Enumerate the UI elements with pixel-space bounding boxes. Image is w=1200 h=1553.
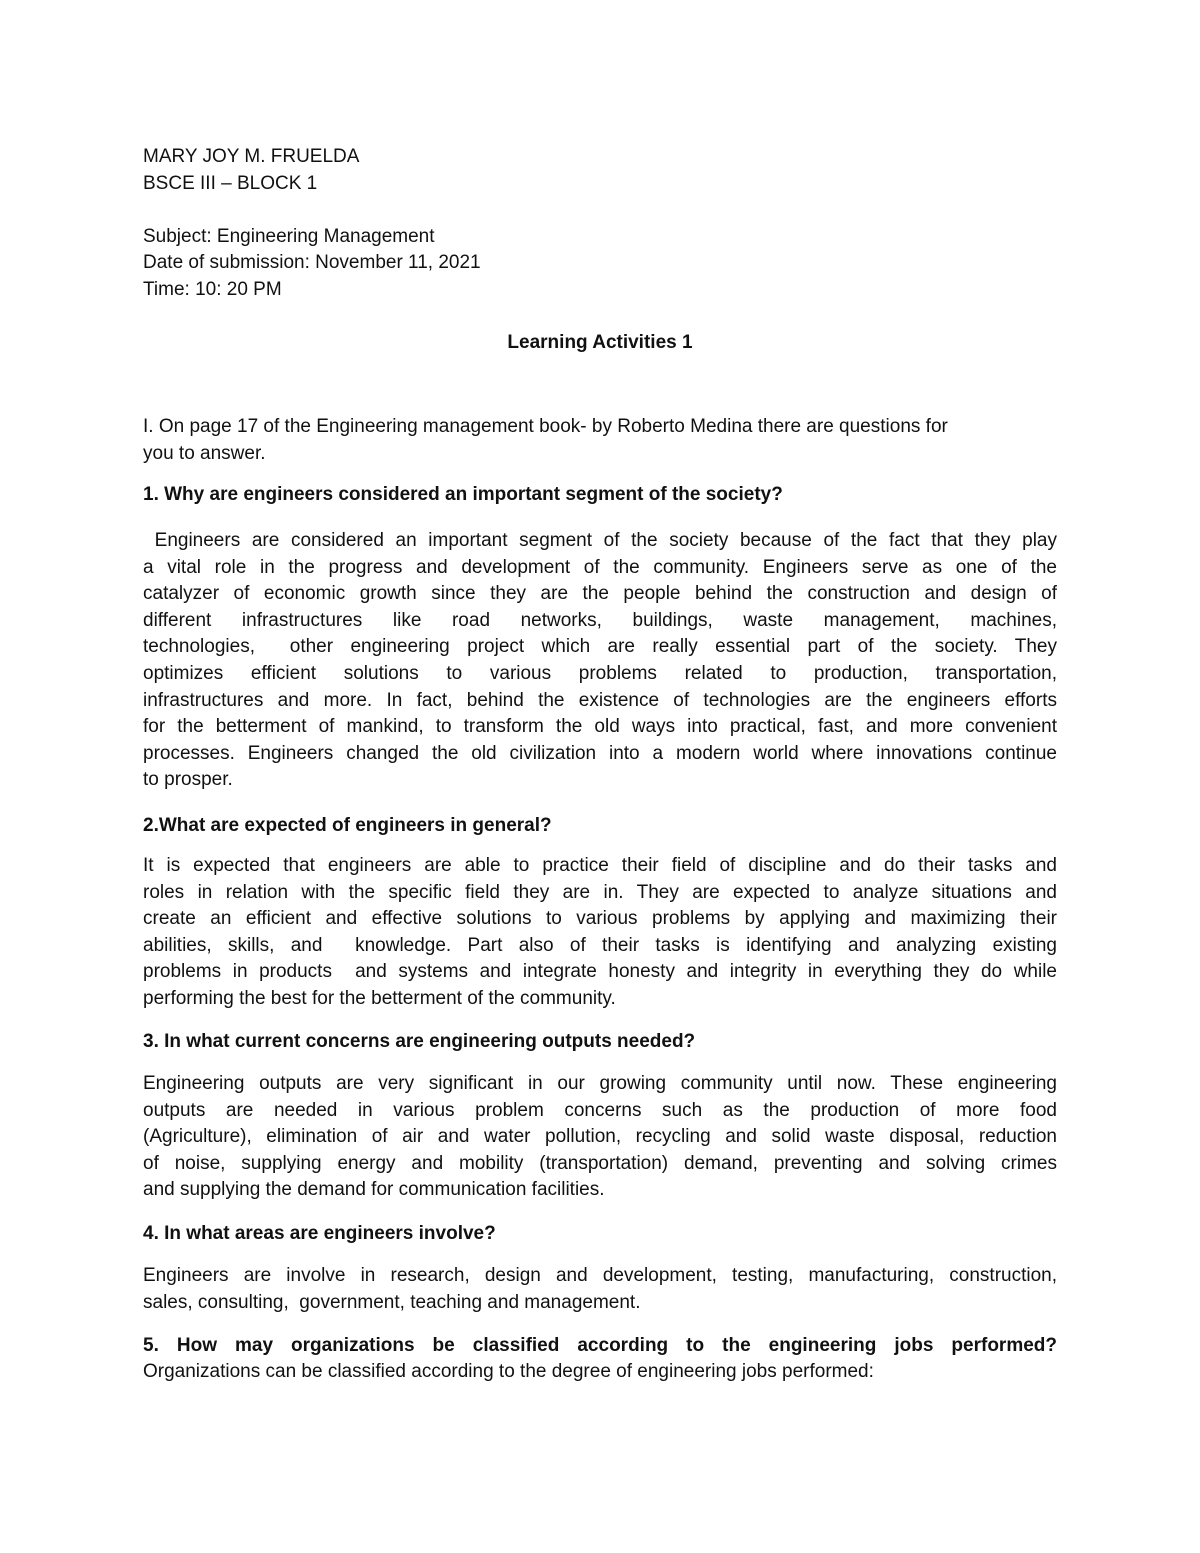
- answer-line: to prosper.: [143, 769, 233, 791]
- answer-line: technologies, other engineering project which are really essential part of the society. They: [143, 636, 1057, 658]
- answer-line: infrastructures and more. In fact, behind the existence of technologies are the engineers efforts: [143, 689, 1057, 711]
- question-2: [143, 813, 1057, 840]
- answer-2: [143, 853, 1057, 1013]
- answer-line: and supplying the demand for communication facilities.: [143, 1179, 605, 1201]
- answer-line: processes. Engineers changed the old civilization into a modern world where innovations continue: [143, 742, 1057, 764]
- answer-3: [143, 1071, 1057, 1204]
- page-title: Learning Activities 1: [507, 332, 693, 353]
- answer-line: a vital role in the progress and development of the community. Engineers serve as one of the: [143, 556, 1057, 578]
- question-heading: 1. Why are engineers considered an important segment of the society?: [143, 484, 783, 505]
- answer-4: [143, 1263, 1057, 1316]
- answer-line: create an efficient and effective solutions to various problems by applying and maximizing their: [143, 908, 1057, 930]
- answer-line: performing the best for the betterment of the community.: [143, 987, 616, 1009]
- answer-line: problems in products and systems and integrate honesty and integrity in everything they do while: [143, 961, 1057, 983]
- question-heading: 3. In what current concerns are engineering outputs needed?: [143, 1031, 696, 1052]
- answer-line: It is expected that engineers are able to practice their field of discipline and do their tasks and: [143, 855, 1057, 876]
- question-5: [143, 1333, 1057, 1360]
- answer-line: optimizes efficient solutions to various problems related to production, transportation,: [143, 662, 1057, 684]
- answer-line: of noise, supplying energy and mobility (transportation) demand, preventing and solving crimes: [143, 1152, 1057, 1174]
- answer-1: [143, 528, 1057, 794]
- intro-line: you to answer.: [143, 442, 266, 464]
- subject: Subject: Engineering Management: [143, 225, 435, 247]
- header-block: [143, 144, 1057, 304]
- question-3: [143, 1029, 1057, 1056]
- answer-line: Organizations can be classified according to the degree of engineering jobs performed:: [143, 1361, 874, 1382]
- student-name: MARY JOY M. FRUELDA: [143, 146, 360, 167]
- answer-line: for the betterment of mankind, to transform the old ways into practical, fast, and more convenient: [143, 716, 1057, 738]
- answer-line: outputs are needed in various problem concerns such as the production of more food: [143, 1099, 1057, 1121]
- question-heading: 2.What are expected of engineers in general?: [143, 815, 552, 836]
- course-block: BSCE III – BLOCK 1: [143, 172, 318, 194]
- answer-line: Engineers are involve in research, design and development, testing, manufacturing, construction,: [143, 1265, 1057, 1286]
- answer-line: catalyzer of economic growth since they are the people behind the construction and design of: [143, 583, 1057, 605]
- answer-line: abilities, skills, and knowledge. Part also of their tasks is identifying and analyzing existing: [143, 934, 1057, 956]
- question-4: [143, 1221, 1057, 1248]
- answer-line: roles in relation with the specific field they are in. They are expected to analyze situations and: [143, 881, 1057, 903]
- answer-line: Engineers are considered an important segment of the society because of the fact that they play: [143, 530, 1057, 551]
- submission-time: Time: 10: 20 PM: [143, 278, 282, 300]
- answer-line: different infrastructures like road networks, buildings, waste management, machines,: [143, 609, 1057, 631]
- question-heading: 5. How may organizations be classified according to the engineering jobs performed?: [143, 1335, 1057, 1356]
- answer-line: Engineering outputs are very significant in our growing community until now. These engineering: [143, 1073, 1057, 1094]
- answer-line: sales, consulting, government, teaching and management.: [143, 1291, 641, 1313]
- question-heading: 4. In what areas are engineers involve?: [143, 1223, 496, 1244]
- intro-line: I. On page 17 of the Engineering management book- by Roberto Medina there are questions for: [143, 416, 948, 437]
- submission-date: Date of submission: November 11, 2021: [143, 252, 481, 274]
- answer-line: (Agriculture), elimination of air and water pollution, recycling and solid waste disposal, reduction: [143, 1126, 1057, 1148]
- question-1: [143, 482, 1057, 509]
- intro-paragraph: [143, 414, 1057, 467]
- answer-5: [143, 1359, 1057, 1386]
